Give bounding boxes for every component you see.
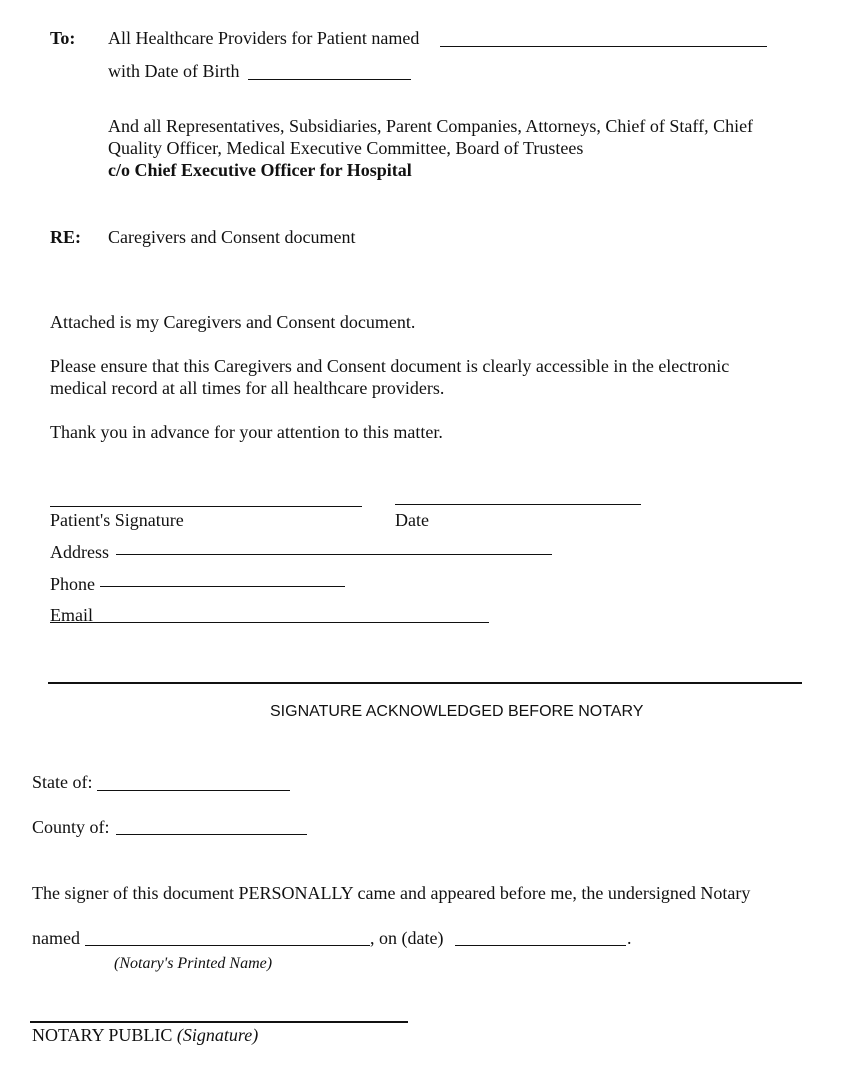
on-date-text: , on (date): [370, 928, 444, 948]
body-para-2-line-2: medical record at all times for all healthcare providers.: [50, 378, 445, 398]
county-label: County of:: [32, 817, 110, 837]
notary-heading: SIGNATURE ACKNOWLEDGED BEFORE NOTARY: [270, 703, 644, 720]
named-label: named: [32, 928, 80, 948]
patient-signature-label: Patient's Signature: [50, 510, 184, 530]
body-para-2-line-1: Please ensure that this Caregivers and Consent document is clearly accessible in the electronic: [50, 356, 730, 376]
reps-line-1: And all Representatives, Subsidiaries, Parent Companies, Attorneys, Chief of Staff, Chief: [108, 116, 754, 136]
state-field[interactable]: [97, 790, 290, 791]
reps-line-3: c/o Chief Executive Officer for Hospital: [108, 160, 412, 180]
re-text: Caregivers and Consent document: [108, 227, 356, 247]
date-label: Date: [395, 510, 429, 530]
address-field[interactable]: [116, 554, 552, 555]
email-label: Email: [50, 605, 93, 625]
date-field[interactable]: [395, 504, 641, 505]
state-label: State of:: [32, 772, 93, 792]
reps-line-2: Quality Officer, Medical Executive Committee, Board of Trustees: [108, 138, 584, 158]
dob-field[interactable]: [248, 79, 411, 80]
body-para-3: Thank you in advance for your attention to this matter.: [50, 422, 443, 442]
patient-name-field[interactable]: [440, 46, 767, 47]
notary-public-signature-text: (Signature): [176, 1025, 259, 1045]
notary-signature-field[interactable]: [30, 1021, 408, 1023]
notary-public-text: NOTARY PUBLIC: [32, 1025, 177, 1045]
notary-printed-name-caption: (Notary's Printed Name): [114, 955, 273, 972]
county-field[interactable]: [116, 834, 307, 835]
to-label: To:: [50, 28, 76, 48]
address-label: Address: [50, 542, 109, 562]
body-para-1: Attached is my Caregivers and Consent document.: [50, 312, 416, 332]
re-label: RE:: [50, 227, 81, 247]
to-text: All Healthcare Providers for Patient named: [108, 28, 420, 48]
patient-signature-field[interactable]: [50, 506, 362, 507]
signer-statement: The signer of this document PERSONALLY came and appeared before me, the undersigned Notary: [32, 883, 751, 903]
phone-field[interactable]: [100, 586, 345, 587]
notary-public-label: [32, 1024, 258, 1046]
email-field[interactable]: [50, 622, 489, 623]
date-period: .: [627, 928, 632, 948]
notary-printed-name-field[interactable]: [85, 945, 370, 946]
dob-text: with Date of Birth: [108, 61, 240, 81]
section-divider: [48, 682, 802, 684]
notary-date-field[interactable]: [455, 945, 626, 946]
phone-label: Phone: [50, 574, 95, 594]
